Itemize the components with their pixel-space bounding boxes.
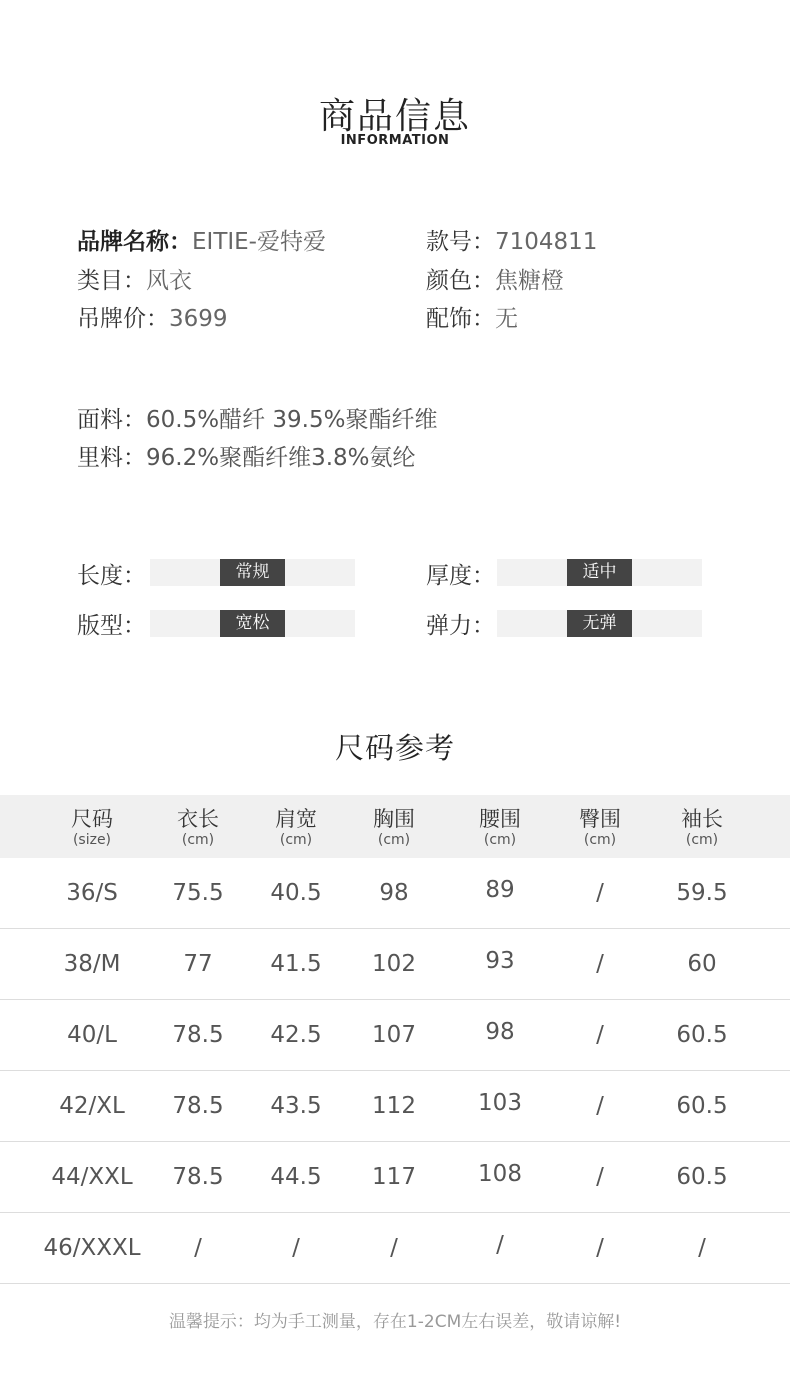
size-table-header: [0, 795, 790, 858]
table-cell: 102: [372, 951, 416, 977]
column-header-shoulder: [241, 795, 351, 848]
table-cell: /: [496, 1232, 504, 1258]
table-cell: 78.5: [172, 1022, 224, 1048]
color-row: [426, 262, 564, 295]
table-cell: 108: [478, 1161, 522, 1187]
column-name: 衣长: [177, 807, 219, 831]
category-value: 风衣: [146, 268, 192, 294]
table-cell-size: 44/XXL: [51, 1164, 133, 1190]
table-cell: 103: [478, 1090, 522, 1116]
thickness-label: 厚度：: [426, 563, 495, 589]
column-unit: (cm): [181, 832, 215, 848]
column-header-waist: [445, 795, 555, 848]
column-header-length: [143, 795, 253, 848]
outer-fabric-value: 60.5%醋纤 39.5%聚酯纤维: [146, 407, 438, 433]
column-name: 胸围: [373, 807, 415, 831]
table-row: [0, 1142, 790, 1213]
table-row: [0, 1213, 790, 1284]
table-cell: /: [698, 1235, 706, 1261]
table-cell: 89: [485, 877, 515, 903]
table-cell: 59.5: [676, 880, 728, 906]
color-label: 颜色：: [426, 268, 495, 294]
table-cell: 60.5: [676, 1022, 728, 1048]
lining-fabric-row: [77, 439, 416, 472]
column-unit: (size): [72, 832, 112, 848]
fit-tag: 宽松: [220, 610, 285, 637]
column-unit: (cm): [377, 832, 411, 848]
table-row: [0, 929, 790, 1000]
column-header-bust: [339, 795, 449, 848]
column-unit: (cm): [685, 832, 719, 848]
table-row: [0, 1071, 790, 1142]
length-label: 长度：: [77, 563, 146, 589]
table-cell: /: [596, 951, 604, 977]
thickness-tag: 适中: [567, 559, 632, 586]
outer-fabric-row: [77, 401, 437, 434]
table-cell-size: 46/XXXL: [43, 1235, 141, 1261]
column-header-hip: [545, 795, 655, 848]
table-cell: /: [194, 1235, 202, 1261]
table-cell: 112: [372, 1093, 416, 1119]
table-cell: /: [596, 1093, 604, 1119]
table-cell: /: [596, 1022, 604, 1048]
price-value: 3699: [169, 306, 228, 332]
measurement-note: 温馨提示：均为手工测量，存在1-2CM左右误差，敬请谅解!: [168, 1312, 622, 1332]
table-cell: 78.5: [172, 1093, 224, 1119]
column-name: 尺码: [71, 807, 113, 831]
style-number-row: [426, 223, 597, 256]
table-cell: 44.5: [270, 1164, 322, 1190]
table-cell: 40.5: [270, 880, 322, 906]
column-name: 臀围: [579, 807, 621, 831]
column-header-size: [37, 795, 147, 848]
brand-label: 品牌名称：: [77, 229, 192, 255]
fit-label: 版型：: [77, 613, 146, 639]
table-cell: 41.5: [270, 951, 322, 977]
page-subtitle: INFORMATION: [340, 133, 450, 148]
price-label: 吊牌价：: [77, 306, 169, 332]
table-cell: 77: [183, 951, 213, 977]
accessory-value: 无: [495, 306, 518, 332]
price-row: [77, 300, 228, 333]
column-unit: (cm): [583, 832, 617, 848]
table-cell: 60.5: [676, 1164, 728, 1190]
table-cell-size: 38/M: [63, 951, 121, 977]
table-cell: /: [292, 1235, 300, 1261]
table-row: [0, 1000, 790, 1071]
style-number-value: 7104811: [495, 229, 598, 255]
table-cell: 75.5: [172, 880, 224, 906]
category-row: [77, 262, 192, 295]
table-cell: /: [596, 1235, 604, 1261]
column-name: 肩宽: [275, 807, 317, 831]
table-cell-size: 42/XL: [59, 1093, 125, 1119]
table-cell: 98: [485, 1019, 515, 1045]
table-cell-size: 40/L: [67, 1022, 117, 1048]
elasticity-tag: 无弹: [567, 610, 632, 637]
column-name: 袖长: [681, 807, 723, 831]
page-title: 商品信息: [318, 96, 471, 137]
accessory-label: 配饰：: [426, 306, 495, 332]
table-cell: 60: [687, 951, 717, 977]
lining-fabric-label: 里料：: [77, 445, 146, 471]
table-cell: 78.5: [172, 1164, 224, 1190]
column-header-sleeve: [647, 795, 757, 848]
table-row: [0, 858, 790, 929]
accessory-row: [426, 300, 518, 333]
column-unit: (cm): [483, 832, 517, 848]
table-cell: 43.5: [270, 1093, 322, 1119]
column-unit: (cm): [279, 832, 313, 848]
elasticity-label: 弹力：: [426, 613, 495, 639]
category-label: 类目：: [77, 268, 146, 294]
table-cell: /: [596, 1164, 604, 1190]
outer-fabric-label: 面料：: [77, 407, 146, 433]
table-cell: 117: [372, 1164, 416, 1190]
brand-row: [77, 223, 326, 256]
size-chart-title: 尺码参考: [334, 731, 455, 765]
color-value: 焦糖橙: [495, 268, 564, 294]
table-cell: 60.5: [676, 1093, 728, 1119]
lining-fabric-value: 96.2%聚酯纤维3.8%氨纶: [146, 445, 416, 471]
table-cell-size: 36/S: [66, 880, 118, 906]
table-cell: 98: [379, 880, 409, 906]
brand-value: EITIE-爱特爱: [192, 229, 326, 255]
style-number-label: 款号：: [426, 229, 495, 255]
table-cell: 93: [485, 948, 515, 974]
column-name: 腰围: [479, 807, 521, 831]
table-cell: /: [596, 880, 604, 906]
table-cell: 42.5: [270, 1022, 322, 1048]
table-cell: 107: [372, 1022, 416, 1048]
table-cell: /: [390, 1235, 398, 1261]
length-tag: 常规: [220, 559, 285, 586]
